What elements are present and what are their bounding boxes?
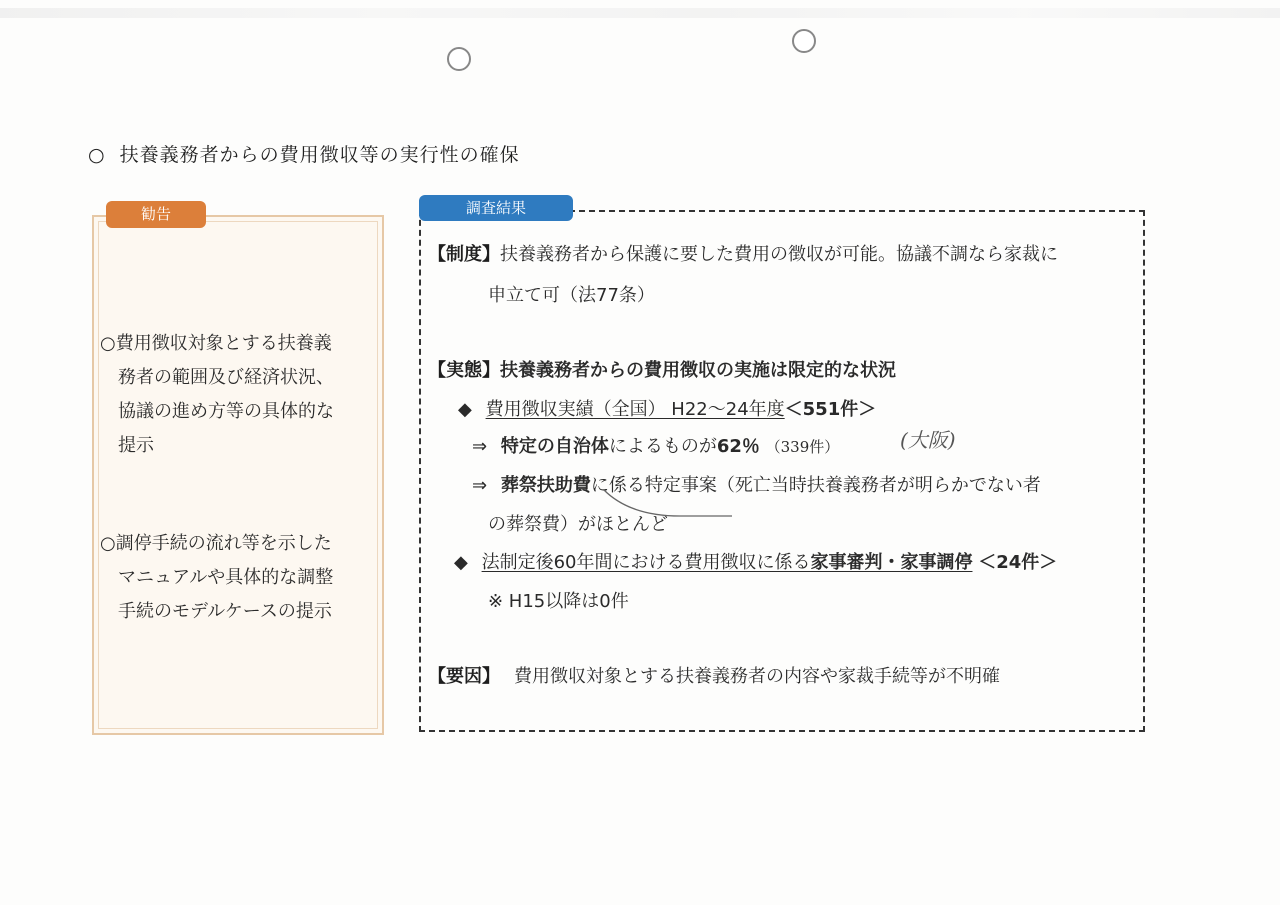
note: ※ H15以降は0件 (488, 591, 629, 612)
seido-row (428, 240, 1058, 266)
youin-label: 【要因】 (428, 666, 500, 687)
bullet-2-count: ＜24件＞ (978, 552, 1058, 573)
recommendation-item-1 (100, 327, 385, 463)
scan-artifact (0, 8, 1280, 18)
handwritten-stroke (600, 486, 740, 526)
recommendation-panel (92, 215, 384, 735)
bullet-2-text: 法制定後60年間における費用徴収に係る (481, 552, 811, 573)
arrow-2-bold: 葬祭扶助費 (500, 475, 591, 496)
seido-text: 扶養義務者から保護に要した費用の徴収が可能。協議不調なら家裁に (500, 244, 1058, 265)
title-marker: ○ (88, 144, 106, 166)
arrow-1-bold: 特定の自治体 (500, 436, 609, 457)
bullet-2 (454, 548, 1057, 574)
youin-row (428, 662, 1000, 688)
bullet-1 (458, 395, 876, 421)
recommendation-line: 提示 (118, 435, 154, 456)
recommendation-tab: 勧告 (106, 201, 206, 228)
recommendation-line: マニュアルや具体的な調整 (118, 567, 334, 588)
handwritten-note: (大阪) (900, 428, 956, 452)
jittai-label: 【実態】 (428, 360, 500, 381)
arrow-2 (472, 471, 1041, 497)
recommendation-line: 手続のモデルケースの提示 (118, 601, 332, 622)
arrow-1 (472, 432, 839, 458)
seido-label: 【制度】 (428, 244, 500, 265)
punch-hole-left (447, 47, 471, 71)
recommendation-item-2 (100, 527, 385, 629)
arrow-2-line2: の葬祭費）がほとんど (488, 514, 668, 535)
recommendation-line: 協議の進め方等の具体的な (118, 401, 334, 422)
diamond-icon: ◆ (454, 552, 468, 573)
seido-row-2: 申立て可（法77条） (488, 285, 655, 306)
youin-text: 費用徴収対象とする扶養義務者の内容や家裁手続等が不明確 (514, 666, 1000, 687)
arrow-1-mid: によるものが (608, 436, 717, 457)
recommendation-line: 務者の範囲及び経済状況、 (118, 367, 334, 388)
results-tab: 調査結果 (419, 195, 573, 221)
arrow-1-paren: （339件） (765, 438, 840, 456)
arrow-icon: ⇒ (472, 475, 488, 496)
punch-hole-right (792, 29, 816, 53)
title-text: 扶養義務者からの費用徴収等の実行性の確保 (119, 144, 520, 166)
bullet-1-text: 費用徴収実績（全国） H22～24年度 (485, 399, 785, 420)
diamond-icon: ◆ (458, 399, 472, 420)
recommendation-line: ○調停手続の流れ等を示した (100, 533, 332, 554)
arrow-1-pct: 62％ (716, 436, 760, 457)
jittai-row (428, 356, 896, 382)
bullet-1-count: ＜551件＞ (784, 399, 877, 420)
bullet-2-bold: 家事審判・家事調停 (810, 552, 973, 573)
recommendation-line: ○費用徴収対象とする扶養義 (100, 333, 332, 354)
jittai-heading: 扶養義務者からの費用徴収の実施は限定的な状況 (500, 360, 896, 381)
arrow-2-rest: に係る特定事案（死亡当時扶養義務者が明らかでない者 (590, 475, 1041, 496)
page-title (88, 140, 520, 167)
arrow-icon: ⇒ (472, 436, 488, 457)
